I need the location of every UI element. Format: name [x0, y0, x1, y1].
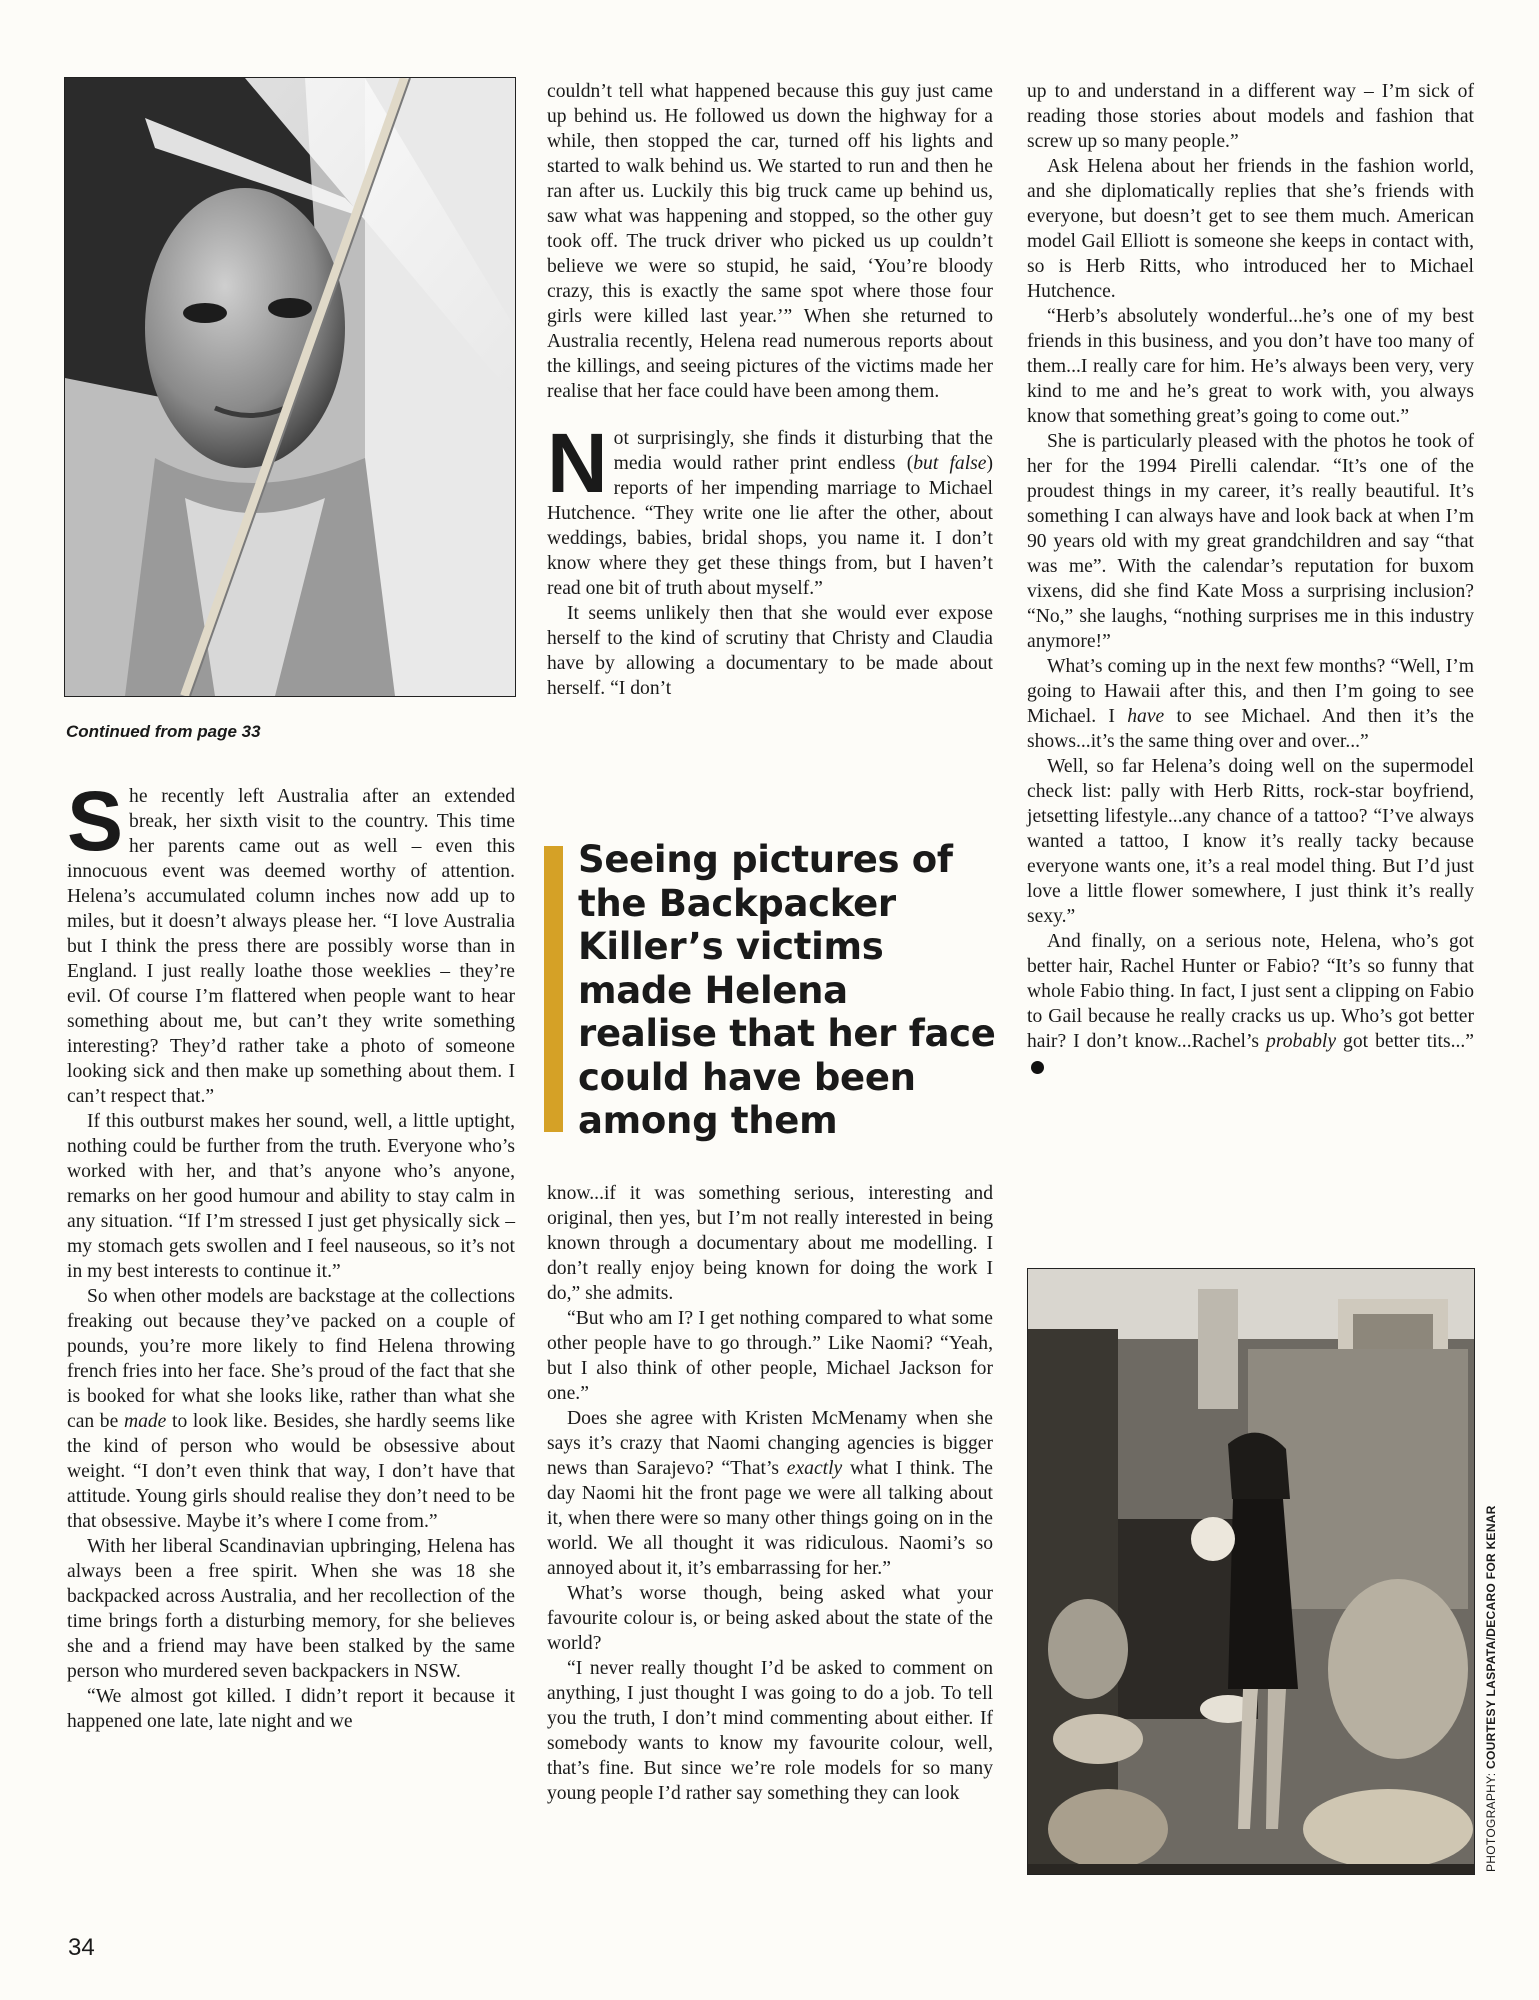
paragraph: Well, so far Helena’s doing well on the supermodel check list: pally with Herb Ritts, rock-star boyfriend, jetsetting lifestyle...any chance of a tattoo? “I’ve always wanted a tattoo, I know it’s really tacky because everyone wants one, it’s a real model thing. But I’d just love a little flower somewhere, I just think it’s really sexy.” — [1027, 756, 1474, 927]
paragraph: So when other models are backstage at the collections freaking out because they’ve packed on a couple of pounds, you’re more likely to find Helena throwing french fries into her face. She’s proud of the fact that she is booked for what she looks like, rather than what she can be made to look like. Besides, she hardly seems like the kind of person who would be obsessive about weight. “I don’t even think that way, I don’t have that attitude. Young girls should realise they don’t need to be that obsessive. Maybe it’s where I come from.” — [67, 1286, 515, 1532]
portrait-photo-art — [65, 78, 515, 696]
pull-quote-accent-bar — [544, 846, 563, 1132]
article-column-1 — [67, 774, 515, 1734]
drop-cap: S — [67, 774, 124, 868]
paragraph: “But who am I? I get nothing compared to what some other people have to go through.” Like Naomi? “Yeah, but I also think of other people, Michael Jackson for one.” — [547, 1308, 993, 1404]
paragraph: With her liberal Scandinavian upbringing, Helena has always been a free spirit. When she was 18 she backpacked across Australia, and her recollection of the time brings forth a disturbing memory, for she believes she and a friend may have been stalked by the same person who murdered seven backpackers in NSW. — [67, 1536, 515, 1682]
portrait-photo — [64, 77, 516, 697]
photo-credit: PHOTOGRAPHY: COURTESY LASPATA/DECARO FOR KENAR — [1484, 1505, 1498, 1872]
paragraph: What’s worse though, being asked what your favourite colour is, or being asked about the state of the world? — [547, 1583, 993, 1654]
market-photo — [1027, 1268, 1475, 1875]
pull-quote: Seeing pictures of the Backpacker Killer’s victims made Helena realise that her face could have been among them — [578, 838, 996, 1142]
paragraph: couldn’t tell what happened because this guy just came up behind us. He followed us down the highway for a while, then stopped the car, turned off his lights and started to walk behind us. We started to run and then he ran after us. Luckily this big truck came up behind us, saw what was happening and stopped, so the other guy took off. The truck driver who picked us up couldn’t believe we were so stupid, he said, ‘You’re bloody crazy, this is exactly the same spot where those four girls were killed last year.’” When she returned to Australia recently, Helena read numerous reports about the killings, and seeing pictures of the victims made her realise that her face could have been among them. — [547, 81, 993, 402]
paragraph: Not surprisingly, she finds it disturbing that the media would rather print endless (but false) reports of her impending marriage to Michael Hutchence. “They write one lie after the other, about weddings, babies, bridal shops, you name it. I don’t know where they get these things from, but I haven’t read one bit of truth about myself.” — [547, 416, 993, 599]
paragraph: What’s coming up in the next few months? “Well, I’m going to Hawaii after this, and then I’m going to see Michael. I have to see Michael. And then it’s the shows...it’s the same thing over and over...” — [1027, 656, 1474, 752]
paragraph: up to and understand in a different way – I’m sick of reading those stories about models and fashion that screw up so many people.” — [1027, 81, 1474, 152]
paragraph: “We almost got killed. I didn’t report it because it happened one late, late night and we — [67, 1686, 515, 1732]
paragraph: She recently left Australia after an extended break, her sixth visit to the country. This time her parents came out as well – even this innocuous event was deemed worthy of attention. Helena’s accumulated column inches now add up to miles, but it doesn’t always please her. “I love Australia but I think the press there are possibly worse than in England. I just really loathe those weeklies – they’re evil. Of course I’m flattered when people want to hear something about me, but can’t they write something interesting? They’d rather take a photo of someone looking sick and then make up something about them. I can’t respect that.” — [67, 774, 515, 1107]
paragraph: Does she agree with Kristen McMenamy when she says it’s crazy that Naomi changing agencies is bigger news than Sarajevo? “That’s exactly what I think. The day Naomi hit the front page we were all talking about it, when there were so many other things going on in the world. We all thought it was ridiculous. Naomi’s so annoyed about it, it’s embarrassing for her.” — [547, 1408, 993, 1579]
end-mark — [1031, 1061, 1044, 1074]
paragraph: “I never really thought I’d be asked to comment on anything, I just thought I was going to do a job. To tell you the truth, I don’t mind commenting about either. If somebody wants to know my favourite colour, well, that’s fine. But since we’re role models for so many young people I’d rather say something they can look — [547, 1658, 993, 1804]
article-column-2-upper — [547, 79, 993, 701]
paragraph: She is particularly pleased with the photos he took of her for the 1994 Pirelli calendar. “It’s one of the proudest things in my career, it’s really beautiful. It’s something I can always have and look back at when I’m 90 years old with my great grandchildren and say “that was me”. With the calendar’s reputation for buxom vixens, did she find Kate Moss a surprising inclusion? “No,” she laughs, “nothing surprises me in this industry anymore!” — [1027, 431, 1474, 652]
paragraph: know...if it was something serious, interesting and original, then yes, but I’m not really interested in being known through a documentary about me modelling. I don’t really enjoy being known for doing the work I do,” she admits. — [547, 1183, 993, 1304]
paragraph: “Herb’s absolutely wonderful...he’s one of my best friends in this business, and you don’t have too many of them...I really care for him. He’s always been very, very kind to me and he’s great to work with, you always know that something great’s going to come out.” — [1027, 306, 1474, 427]
page-number: 34 — [68, 1934, 95, 1961]
paragraph: Ask Helena about her friends in the fashion world, and she diplomatically replies that she’s friends with everyone, but doesn’t get to see them much. American model Gail Elliott is someone she keeps in contact with, so is Herb Ritts, who introduced her to Michael Hutchence. — [1027, 156, 1474, 302]
paragraph: It seems unlikely then that she would ever expose herself to the kind of scrutiny that Christy and Claudia have by allowing a documentary to be made about herself. “I don’t — [547, 603, 993, 699]
continued-from-label: Continued from page 33 — [66, 722, 261, 741]
market-photo-art — [1028, 1269, 1474, 1874]
article-column-3 — [1027, 79, 1474, 1079]
paragraph: If this outburst makes her sound, well, a little uptight, nothing could be further from the truth. Everyone who’s worked with her, and that’s anyone who’s anyone, remarks on her good humour and ability to stay calm in any situation. “If I’m stressed I just get physically sick – my stomach gets swollen and I feel nauseous, so it’s not in my best interests to continue it.” — [67, 1111, 515, 1282]
drop-cap: N — [547, 416, 608, 510]
article-column-2-lower — [547, 1181, 993, 1806]
paragraph: And finally, on a serious note, Helena, who’s got better hair, Rachel Hunter or Fabio? “It’s so funny that whole Fabio thing. In fact, I just sent a clipping on Fabio to Gail because he really cracks us up. Who’s got better hair? I don’t know...Rachel’s probably got better tits...” — [1027, 929, 1474, 1079]
